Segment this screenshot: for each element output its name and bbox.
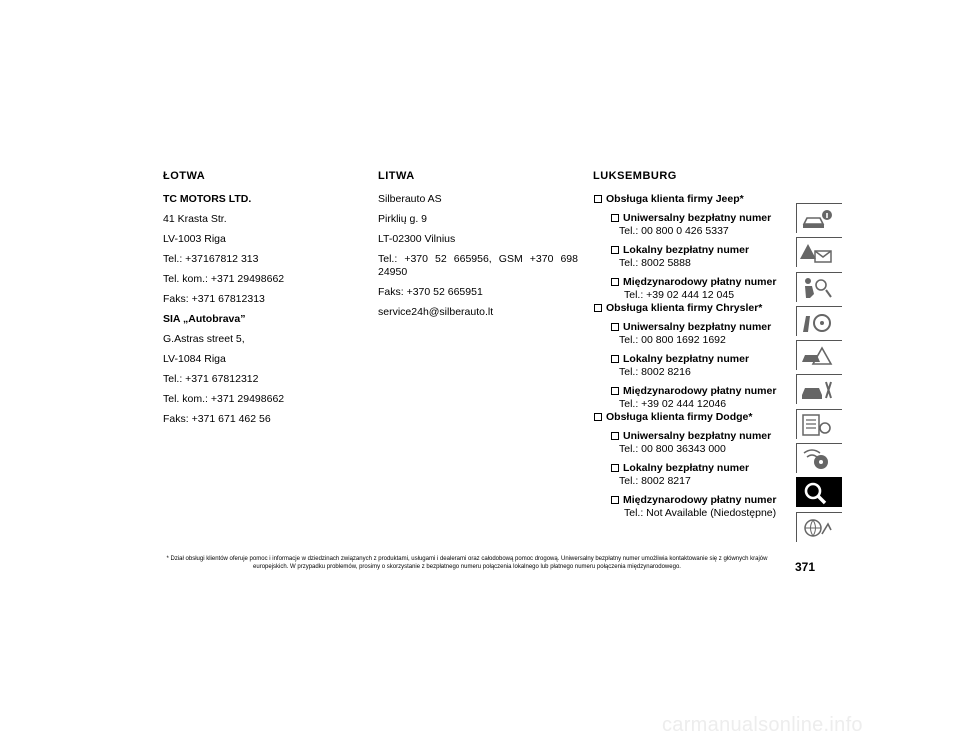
lithuania-column <box>378 170 578 326</box>
fax-line: Faks: +371 67812313 <box>163 293 265 305</box>
address-line: LV-1003 Riga <box>163 233 226 245</box>
list-item: Lokalny bezpłatny numer Tel.: 8002 5888 <box>610 244 793 270</box>
list-item: Międzynarodowy płatny numer Tel.: +39 02 444 12046 <box>610 385 793 411</box>
section-title: Obsługa klienta firmy Dodge* <box>593 411 793 424</box>
phone-line: Tel. kom.: +371 29498662 <box>163 393 285 405</box>
fax-line: Faks: +370 52 665951 <box>378 286 483 298</box>
multimedia-icon <box>800 447 834 471</box>
tab-car-info[interactable] <box>796 203 842 233</box>
car-service-tools-icon <box>800 378 834 402</box>
airbag-safety-icon <box>800 276 834 300</box>
footnote: * Dział obsługi klientów oferuje pomoc i informacje w dziedzinach związanych z produktami, usługami i dealerami oraz całodobową pomoc drogową. Uniwersalny bezpłatny numer umożliwia kontaktowanie się z głównych krajów europejskich. W przypadku problemów, prosimy o skorzystanie z bezpłatnego numeru połączenia lokalnego lub płatnego numeru połączenia międzynarodowego. <box>166 556 768 570</box>
checkbox-bullet-icon <box>594 195 602 203</box>
list-item: Międzynarodowy płatny numer Tel.: Not Available (Niedostępne) <box>610 494 793 520</box>
section-chrysler <box>593 302 793 411</box>
checkbox-bullet-icon <box>611 387 619 395</box>
address-line: 41 Krasta Str. <box>163 213 227 225</box>
company-name: TC MOTORS LTD. <box>163 193 252 205</box>
checkbox-bullet-icon <box>611 246 619 254</box>
checkbox-bullet-icon <box>611 323 619 331</box>
address-line: G.Astras street 5, <box>163 333 245 345</box>
luxembourg-heading: LUKSEMBURG <box>593 170 677 182</box>
phone-line: Tel.: +39 02 444 12046 <box>619 398 727 410</box>
phone-line: Tel.: 00 800 36343 000 <box>619 443 726 455</box>
list-item: Uniwersalny bezpłatny numer Tel.: 00 800 1692 1692 <box>610 321 793 347</box>
chapter-tabs <box>796 203 842 546</box>
phone-line: Tel. kom.: +371 29498662 <box>163 273 285 285</box>
list-item: Międzynarodowy płatny numer Tel.: +39 02 444 12 045 <box>610 276 793 302</box>
checkbox-bullet-icon <box>611 214 619 222</box>
car-info-icon <box>800 207 834 231</box>
address-line: LT-02300 Vilnius <box>378 233 456 245</box>
tab-steering[interactable] <box>796 306 842 336</box>
list-item: Lokalny bezpłatny numer Tel.: 8002 8217 <box>610 462 793 488</box>
phone-line: Tel.: 00 800 0 426 5337 <box>619 225 729 237</box>
checkbox-bullet-icon <box>611 278 619 286</box>
mail-warning-icon <box>800 241 834 265</box>
phone-line: Tel.: 8002 8216 <box>619 366 691 378</box>
company-name: SIA „Autobrava” <box>163 313 246 325</box>
specifications-list-icon <box>800 413 834 437</box>
tab-search[interactable] <box>796 477 842 507</box>
phone-line: Tel.: Not Available (Niedostępne) <box>624 507 777 519</box>
phone-line: Tel.: +39 02 444 12 045 <box>624 289 735 301</box>
phone-line: Tel.: +37167812 313 <box>163 253 259 265</box>
phone-line: Tel.: 8002 8217 <box>619 475 691 487</box>
tab-multimedia[interactable] <box>796 443 842 473</box>
steering-wheel-icon <box>800 310 834 334</box>
search-icon <box>800 481 834 505</box>
tab-airbag[interactable] <box>796 272 842 302</box>
phone-line: Tel.: 00 800 1692 1692 <box>619 334 726 346</box>
address-line: LV-1084 Riga <box>163 353 226 365</box>
checkbox-bullet-icon <box>611 496 619 504</box>
lithuania-heading: LITWA <box>378 170 415 182</box>
tab-language-index[interactable] <box>796 512 842 542</box>
list-item: Lokalny bezpłatny numer Tel.: 8002 8216 <box>610 353 793 379</box>
section-dodge <box>593 411 793 520</box>
phone-line: Tel.: 8002 5888 <box>619 257 691 269</box>
watermark: carmanualsonline.info <box>662 714 863 736</box>
tab-emergency[interactable] <box>796 340 842 370</box>
phone-line: Tel.: +370 52 665956, GSM +370 698 24950 <box>378 253 578 278</box>
checkbox-bullet-icon <box>611 355 619 363</box>
checkbox-bullet-icon <box>594 413 602 421</box>
page-number: 371 <box>795 560 816 574</box>
tab-service[interactable] <box>796 374 842 404</box>
tab-specifications[interactable] <box>796 409 842 439</box>
checkbox-bullet-icon <box>611 432 619 440</box>
section-title: Obsługa klienta firmy Chrysler* <box>593 302 793 315</box>
email-line: service24h@silberauto.lt <box>378 306 494 318</box>
tab-mail-warning[interactable] <box>796 237 842 267</box>
list-item: Uniwersalny bezpłatny numer Tel.: 00 800 0 426 5337 <box>610 212 793 238</box>
car-emergency-icon <box>800 344 834 368</box>
checkbox-bullet-icon <box>594 304 602 312</box>
company-name: Silberauto AS <box>378 193 442 205</box>
checkbox-bullet-icon <box>611 464 619 472</box>
latvia-column <box>163 170 353 433</box>
fax-line: Faks: +371 671 462 56 <box>163 413 271 425</box>
latvia-heading: ŁOTWA <box>163 170 206 182</box>
list-item: Uniwersalny bezpłatny numer Tel.: 00 800 36343 000 <box>610 430 793 456</box>
phone-line: Tel.: +371 67812312 <box>163 373 259 385</box>
address-line: Pirklių g. 9 <box>378 213 428 225</box>
section-title: Obsługa klienta firmy Jeep* <box>593 193 793 206</box>
luxembourg-column <box>593 170 793 520</box>
section-jeep <box>593 193 793 302</box>
language-index-icon <box>800 516 834 540</box>
